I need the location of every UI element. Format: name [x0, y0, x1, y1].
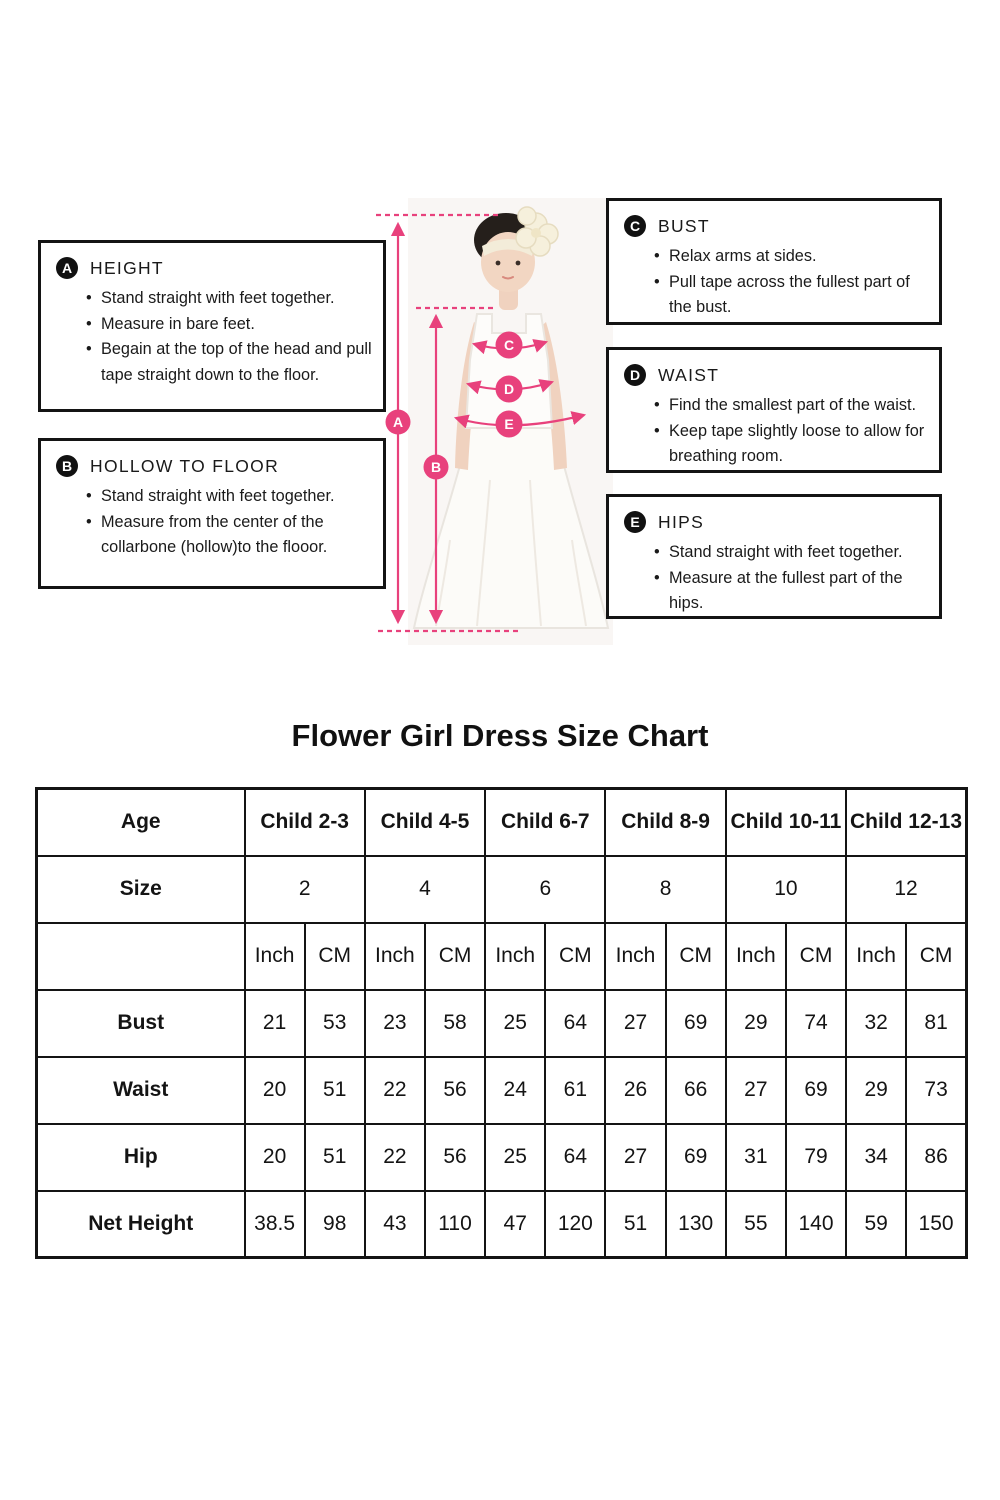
- box-title: BUST: [658, 215, 710, 236]
- bullet-text: Keep tape slightly loose to allow for breathing room.: [669, 421, 925, 466]
- measurement-value-cell: 98: [305, 1191, 365, 1258]
- instruction-bullet: [654, 540, 931, 566]
- unit-cell: Inch: [605, 923, 665, 990]
- box-header: [609, 497, 939, 538]
- instruction-list: [41, 284, 383, 397]
- measurement-row: [37, 990, 967, 1057]
- bullet-dot: •: [86, 487, 92, 505]
- measurement-value-cell: 22: [365, 1057, 425, 1124]
- size-cell: 2: [245, 856, 365, 923]
- instruction-bullet: [86, 337, 375, 388]
- measurement-value-cell: 74: [786, 990, 846, 1057]
- measurement-value-cell: 110: [425, 1191, 485, 1258]
- waist-instruction-box: [606, 347, 942, 473]
- bullet-dot: •: [654, 272, 660, 291]
- instruction-bullet: [86, 510, 375, 561]
- bullet-text: Stand straight with feet together.: [669, 543, 903, 561]
- instruction-list: [41, 482, 383, 569]
- instruction-bullet: [654, 419, 931, 470]
- measurement-value-cell: 24: [485, 1057, 545, 1124]
- age-group-cell: Child 10-11: [726, 789, 846, 856]
- measurement-value-cell: 20: [245, 1057, 305, 1124]
- unit-cell: CM: [786, 923, 846, 990]
- unit-cell: Inch: [485, 923, 545, 990]
- bullet-dot: •: [654, 421, 660, 440]
- box-title: HOLLOW TO FLOOR: [90, 455, 280, 476]
- age-row: [37, 789, 967, 856]
- measurement-value-cell: 79: [786, 1124, 846, 1191]
- size-chart-title: Flower Girl Dress Size Chart: [291, 718, 709, 753]
- bullet-dot: •: [86, 512, 92, 531]
- measurement-value-cell: 43: [365, 1191, 425, 1258]
- bullet-dot: •: [86, 340, 92, 359]
- measurement-value-cell: 32: [846, 990, 906, 1057]
- unit-cell: CM: [545, 923, 605, 990]
- measurement-value-cell: 51: [305, 1124, 365, 1191]
- instruction-bullet: [86, 312, 375, 338]
- bust-instruction-box: [606, 198, 942, 325]
- unit-cell: Inch: [245, 923, 305, 990]
- figure-marker-a: A: [392, 414, 404, 430]
- measurement-value-cell: 47: [485, 1191, 545, 1258]
- measurement-value-cell: 51: [605, 1191, 665, 1258]
- measurement-value-cell: 29: [846, 1057, 906, 1124]
- row-label-cell: Hip: [37, 1124, 245, 1191]
- measurement-value-cell: 25: [485, 990, 545, 1057]
- measurement-value-cell: 56: [425, 1057, 485, 1124]
- age-group-cell: Child 8-9: [605, 789, 725, 856]
- hollow-to-floor-instruction-box: [38, 438, 386, 589]
- row-label-cell: Waist: [37, 1057, 245, 1124]
- size-row: [37, 856, 967, 923]
- measurement-value-cell: 120: [545, 1191, 605, 1258]
- measurement-value-cell: 27: [605, 1124, 665, 1191]
- measurement-value-cell: 56: [425, 1124, 485, 1191]
- instruction-bullet: [654, 270, 931, 321]
- size-cell: 4: [365, 856, 485, 923]
- instruction-bullet: [654, 244, 931, 270]
- measurement-value-cell: 69: [666, 990, 726, 1057]
- letter-d-badge: D: [624, 364, 646, 386]
- hips-instruction-box: [606, 494, 942, 619]
- box-header: [609, 350, 939, 391]
- age-group-cell: Child 2-3: [245, 789, 365, 856]
- bullet-text: Measure at the fullest part of the hips.: [669, 568, 903, 613]
- row-label-cell: Age: [37, 789, 245, 856]
- letter-b-badge: B: [56, 455, 78, 477]
- row-label-cell: Bust: [37, 990, 245, 1057]
- row-label-cell: [37, 923, 245, 990]
- instruction-bullet: [86, 484, 375, 510]
- measurement-guide-section: [0, 0, 1000, 700]
- letter-e-badge: E: [624, 511, 646, 533]
- unit-cell: CM: [666, 923, 726, 990]
- size-cell: 8: [605, 856, 725, 923]
- bullet-text: Stand straight with feet together.: [101, 487, 335, 505]
- box-title: WAIST: [658, 364, 720, 385]
- measurement-value-cell: 150: [906, 1191, 966, 1258]
- measurement-value-cell: 38.5: [245, 1191, 305, 1258]
- box-header: [41, 441, 383, 482]
- instruction-list: [609, 391, 939, 478]
- measurement-value-cell: 86: [906, 1124, 966, 1191]
- measurement-value-cell: 21: [245, 990, 305, 1057]
- measurement-value-cell: 23: [365, 990, 425, 1057]
- size-cell: 10: [726, 856, 846, 923]
- figure-marker-d: D: [503, 381, 515, 397]
- unit-cell: Inch: [365, 923, 425, 990]
- measurement-value-cell: 22: [365, 1124, 425, 1191]
- age-group-cell: Child 4-5: [365, 789, 485, 856]
- letter-c-badge: C: [624, 215, 646, 237]
- measurement-value-cell: 55: [726, 1191, 786, 1258]
- age-group-cell: Child 6-7: [485, 789, 605, 856]
- measurement-value-cell: 27: [605, 990, 665, 1057]
- measurement-row: [37, 1124, 967, 1191]
- measurement-value-cell: 59: [846, 1191, 906, 1258]
- box-header: [609, 201, 939, 242]
- height-instruction-box: [38, 240, 386, 412]
- measurement-value-cell: 73: [906, 1057, 966, 1124]
- instruction-bullet: [654, 393, 931, 419]
- measurement-value-cell: 25: [485, 1124, 545, 1191]
- measurement-value-cell: 64: [545, 990, 605, 1057]
- measurement-value-cell: 61: [545, 1057, 605, 1124]
- measurement-value-cell: 64: [545, 1124, 605, 1191]
- measurement-value-cell: 27: [726, 1057, 786, 1124]
- size-chart-table-section: [35, 787, 965, 1259]
- size-cell: 6: [485, 856, 605, 923]
- age-group-cell: Child 12-13: [846, 789, 966, 856]
- bullet-text: Relax arms at sides.: [669, 247, 817, 265]
- bullet-dot: •: [654, 568, 660, 587]
- measurement-value-cell: 20: [245, 1124, 305, 1191]
- measurement-value-cell: 140: [786, 1191, 846, 1258]
- row-label-cell: Size: [37, 856, 245, 923]
- figure-marker-b: B: [430, 459, 442, 475]
- bullet-dot: •: [86, 314, 92, 333]
- size-chart-table: [35, 787, 968, 1259]
- units-row: [37, 923, 967, 990]
- measurement-row: [37, 1057, 967, 1124]
- instruction-bullet: [86, 286, 375, 312]
- bullet-text: Pull tape across the fullest part of the bust.: [669, 272, 910, 317]
- measurement-value-cell: 130: [666, 1191, 726, 1258]
- bullet-text: Begain at the top of the head and pull tape straight down to the floor.: [101, 340, 372, 385]
- instruction-list: [609, 538, 939, 625]
- figure-marker-e: E: [504, 416, 514, 432]
- measurement-value-cell: 58: [425, 990, 485, 1057]
- bullet-dot: •: [654, 396, 660, 414]
- unit-cell: Inch: [846, 923, 906, 990]
- box-title: HEIGHT: [90, 257, 164, 278]
- bullet-text: Stand straight with feet together.: [101, 289, 335, 307]
- bullet-text: Measure from the center of the collarbone (hollow)to the flooor.: [101, 512, 328, 557]
- measurement-row: [37, 1191, 967, 1258]
- instruction-bullet: [654, 566, 931, 617]
- measurement-value-cell: 69: [666, 1124, 726, 1191]
- bullet-text: Find the smallest part of the waist.: [669, 396, 917, 414]
- bullet-text: Measure in bare feet.: [101, 314, 255, 333]
- bullet-dot: •: [654, 247, 660, 265]
- measurement-value-cell: 31: [726, 1124, 786, 1191]
- measurement-value-cell: 51: [305, 1057, 365, 1124]
- bullet-dot: •: [654, 543, 660, 561]
- measurement-value-cell: 26: [605, 1057, 665, 1124]
- measurement-value-cell: 69: [786, 1057, 846, 1124]
- size-cell: 12: [846, 856, 966, 923]
- box-header: [41, 243, 383, 284]
- unit-cell: Inch: [726, 923, 786, 990]
- measurement-value-cell: 34: [846, 1124, 906, 1191]
- measurement-value-cell: 66: [666, 1057, 726, 1124]
- unit-cell: CM: [425, 923, 485, 990]
- unit-cell: CM: [305, 923, 365, 990]
- box-title: HIPS: [658, 511, 705, 532]
- figure-marker-c: C: [503, 337, 515, 353]
- instruction-list: [609, 242, 939, 329]
- letter-a-badge: A: [56, 257, 78, 279]
- row-label-cell: Net Height: [37, 1191, 245, 1258]
- bullet-dot: •: [86, 289, 92, 307]
- unit-cell: CM: [906, 923, 966, 990]
- measurement-value-cell: 29: [726, 990, 786, 1057]
- measurement-value-cell: 81: [906, 990, 966, 1057]
- measurement-value-cell: 53: [305, 990, 365, 1057]
